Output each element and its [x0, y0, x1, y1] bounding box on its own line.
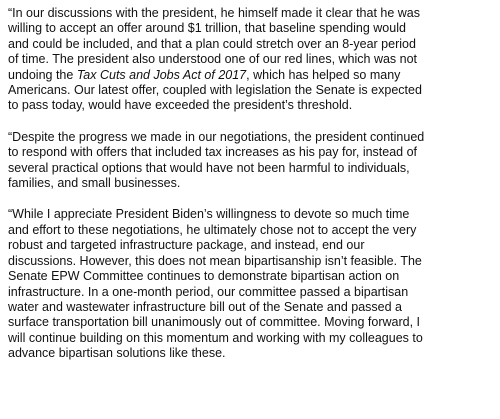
text-line: to pass today, would have exceeded the president’s threshold. [8, 98, 353, 113]
text-line: surface transportation bill unanimously out of committee. Moving forward, I [8, 315, 420, 330]
statement-document [8, 6, 496, 362]
text-line: families, and small businesses. [8, 176, 181, 191]
text-line: “Despite the progress we made in our negotiations, the president continued [8, 129, 425, 144]
paragraph-3 [8, 207, 496, 361]
text-line: “In our discussions with the president, he himself made it clear that he was [8, 6, 421, 20]
text-line: advance bipartisan solutions like these. [8, 346, 226, 361]
text-line: and effort to these negotiations, he ultimately chose not to accept the very [8, 222, 417, 237]
text-line: Americans. Our latest offer, coupled with legislation the Senate is expected [8, 83, 422, 98]
text-run: , which has helped so many [246, 67, 401, 82]
paragraph-1 [8, 6, 496, 114]
text-line: robust and targeted infrastructure package, and instead, end our [8, 238, 365, 253]
paragraph-2 [8, 130, 496, 192]
text-line: and could be included, and that a plan could stretch over an 8-year period [8, 36, 416, 51]
text-line: infrastructure. In a one-month period, our committee passed a bipartisan [8, 284, 409, 299]
text-line [8, 68, 496, 83]
text-line: willing to accept an offer around $1 trillion, that baseline spending would [8, 21, 406, 36]
text-line: water and wastewater infrastructure bill out of the Senate and passed a [8, 299, 402, 314]
text-line: “While I appreciate President Biden’s willingness to devote so much time [8, 207, 410, 222]
text-line: will continue building on this momentum and working with my colleagues to [8, 330, 423, 345]
italic-act-title: Tax Cuts and Jobs Act of 2017 [76, 67, 247, 82]
text-line: to respond with offers that included tax increases as his pay for, instead of [8, 145, 418, 160]
text-line: several practical options that would have not been harmful to individuals, [8, 160, 410, 175]
text-line: discussions. However, this does not mean bipartisanship isn’t feasible. The [8, 253, 422, 268]
text-run: undoing the [8, 67, 77, 82]
text-line: Senate EPW Committee continues to demonstrate bipartisan action on [8, 269, 400, 284]
text-line: of time. The president also understood one of our red lines, which was not [8, 52, 418, 67]
